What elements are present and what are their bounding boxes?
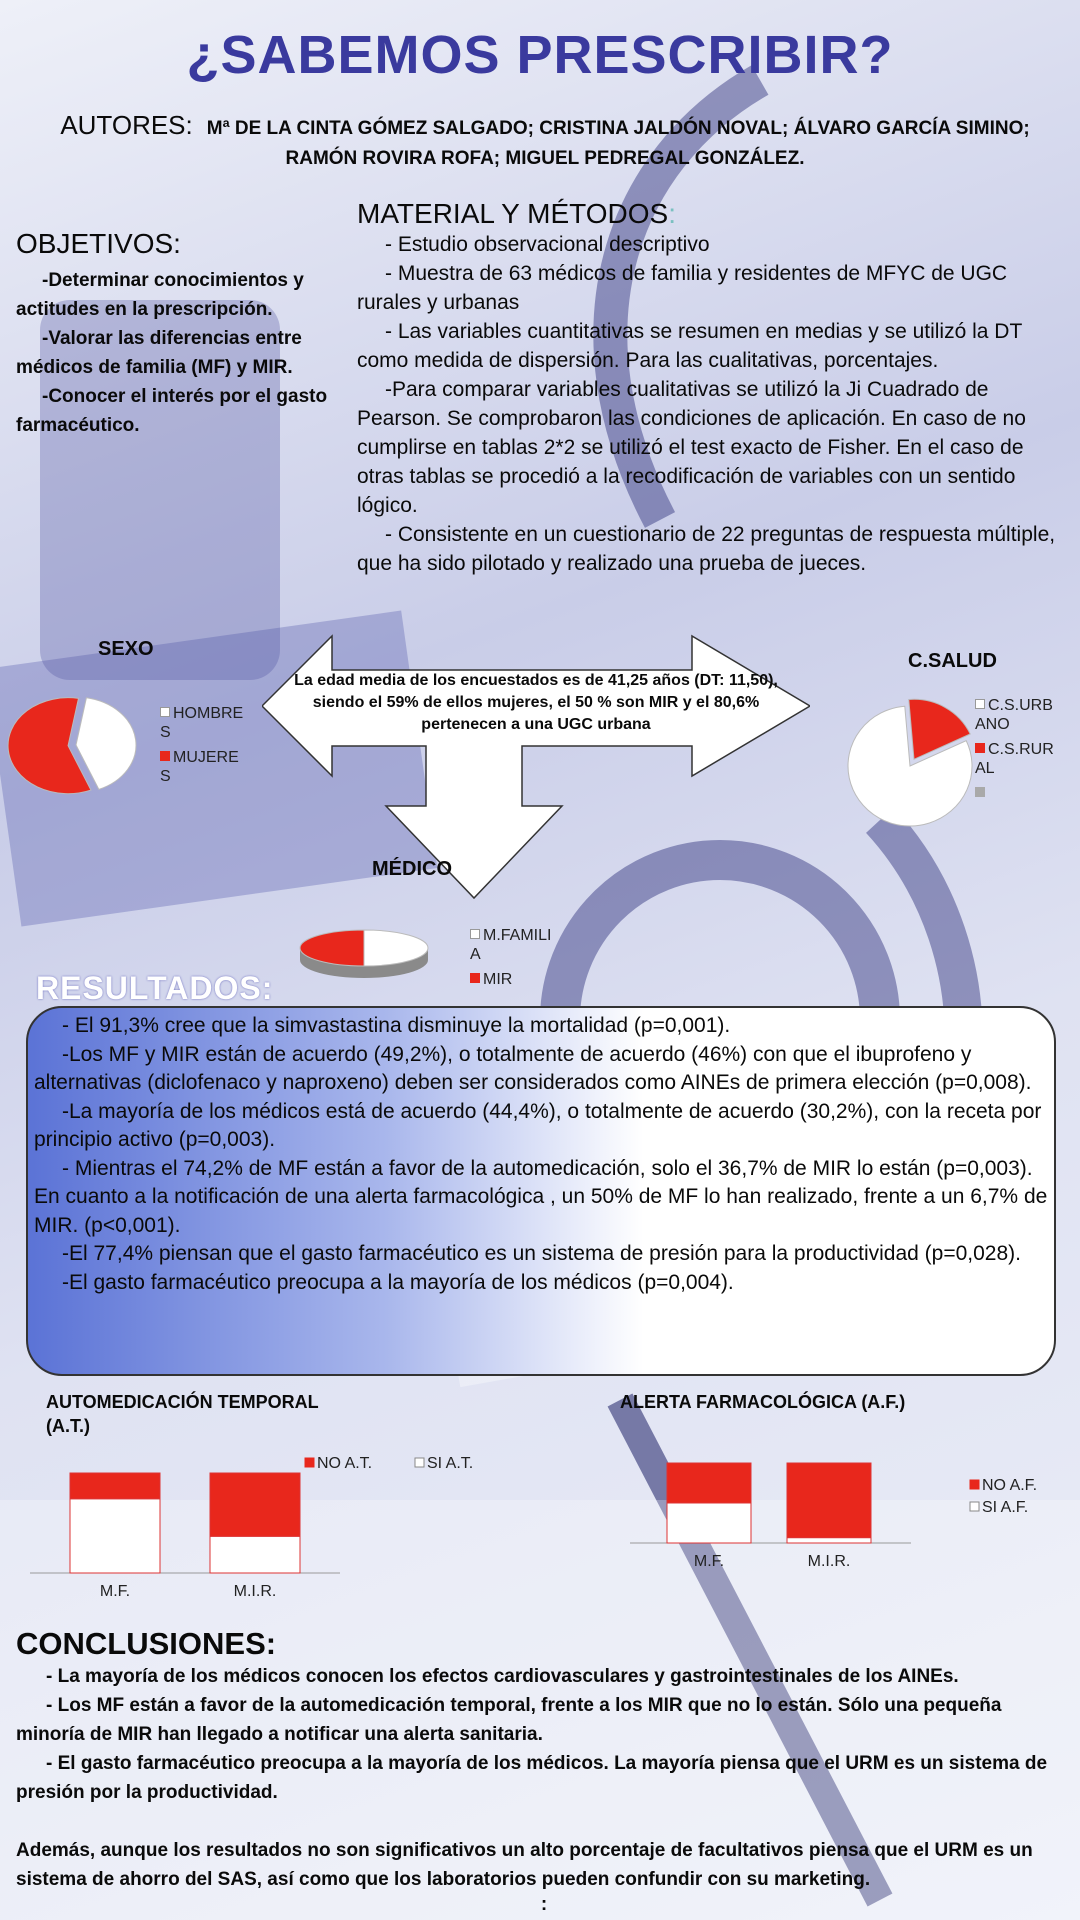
- legend-label: C.S.URB: [988, 697, 1053, 714]
- legend-swatch: [470, 973, 480, 983]
- results-paragraph: -Los MF y MIR están de acuerdo (49,2%), o totalmente de acuerdo (46%) con que el ibuprofeno y alternativas (diclofenaco y naproxeno) deben ser considerados como AINEs de primera elección (p=0,008).: [34, 1042, 1032, 1094]
- category-label: M.I.R.: [807, 1553, 851, 1570]
- conclusion-paragraph: - La mayoría de los médicos conocen los efectos cardiovasculares y gastrointestinales de los AINEs.: [46, 1666, 959, 1687]
- legend-label: SI A.F.: [982, 1499, 1029, 1516]
- results-paragraph: - El 91,3% cree que la simvastastina disminuye la mortalidad (p=0,001).: [62, 1014, 731, 1037]
- methods-paragraph: - Las variables cuantitativas se resumen en medias y se utilizó la DT como medida de dispersión. Para las cualitativas, porcentajes.: [357, 320, 1022, 372]
- methods-paragraph: -Para comparar variables cualitativas se utilizó la Ji Cuadrado de Pearson. Se comprobaron las condiciones de aplicación. En caso de no cumplirse en tablas 2*2 se utilizó el test exacto de Fisher. En el caso de otras tablas se procedió a la recodificación de variables con un sentido lógico.: [357, 378, 1026, 517]
- legend-item: [975, 784, 1054, 803]
- legend-item: [470, 970, 551, 989]
- results-paragraph: -La mayoría de los médicos está de acuerdo (44,4%), o totalmente de acuerdo (30,2%), con la receta por principio activo (p=0,003).: [34, 1099, 1042, 1151]
- pie-csalud-title: C.SALUD: [908, 650, 997, 672]
- legend-label: C.S.RUR: [988, 741, 1054, 758]
- pie-slice-hombres: [76, 698, 136, 790]
- methods-paragraph: - Consistente en un cuestionario de 22 preguntas de respuesta múltiple, que ha sido pilotado y realizado una prueba de jueces.: [357, 523, 1056, 575]
- authors-line-2: RAMÓN ROVIRA ROFA; MIGUEL PEDREGAL GONZÁLEZ.: [285, 148, 805, 169]
- legend-swatch: [975, 787, 985, 797]
- conclusion-final: Además, aunque los resultados no son significativos un alto porcentaje de facultativos piensa que el URM es un sistema de ahorro del SAS, así como que los laboratorios pueden confundir con su marketing.: [16, 1840, 1033, 1890]
- results-paragraph: -El gasto farmacéutico preocupa a la mayoría de los médicos (p=0,004).: [62, 1270, 734, 1294]
- pie-medico: [294, 924, 434, 984]
- bar-segment-si-a-f-: [667, 1503, 751, 1543]
- legend-item: [975, 740, 1054, 778]
- conclusion-trailing: :: [540, 1894, 548, 1915]
- authors-line-1: Mª DE LA CINTA GÓMEZ SALGADO; CRISTINA JALDÓN NOVAL; ÁLVARO GARCÍA SIMINO;: [206, 118, 1030, 139]
- legend-item: [975, 696, 1054, 734]
- results-heading: RESULTADOS:: [36, 970, 274, 1006]
- methods-heading-colon: :: [668, 198, 676, 229]
- methods-paragraph: - Estudio observacional descriptivo: [385, 233, 710, 256]
- bar-segment-no-a-t-: [70, 1473, 160, 1499]
- conclusion-paragraph: - El gasto farmacéutico preocupa a la mayoría de los médicos. La mayoría piensa que el URM es un sistema de presión por la productividad.: [16, 1753, 1048, 1803]
- category-label: M.F.: [693, 1553, 725, 1570]
- legend-swatch: [160, 751, 170, 761]
- legend-swatch: [415, 1458, 424, 1467]
- legend-swatch: [970, 1480, 979, 1489]
- objectives-heading: OBJETIVOS:: [16, 228, 181, 259]
- legend-item: [470, 926, 551, 964]
- legend-swatch: [470, 929, 480, 939]
- results-paragraph: -El 77,4% piensan que el gasto farmacéutico es un sistema de presión para la productividad (p=0,028).: [62, 1242, 1021, 1265]
- legend-label: ANO: [975, 716, 1010, 733]
- pie-sexo: [6, 690, 146, 800]
- authors-block: [20, 110, 1070, 174]
- methods-paragraph: - Muestra de 63 médicos de familia y residentes de MFYC de UGC rurales y urbanas: [357, 262, 1008, 314]
- pie-medico-title: MÉDICO: [372, 858, 452, 880]
- bar-at-title-line: (A.T.): [46, 1416, 90, 1436]
- objective-item: -Conocer el interés por el gasto farmacéutico.: [16, 386, 328, 436]
- legend-label: MUJERE: [173, 749, 239, 766]
- legend-label: MIR: [483, 971, 513, 988]
- authors-label: AUTORES:: [60, 110, 193, 140]
- legend-label: HOMBRE: [173, 705, 244, 722]
- legend-label: A: [470, 946, 481, 963]
- bar-segment-si-a-f-: [787, 1538, 871, 1543]
- conclusions-section: [16, 1626, 1072, 1916]
- pie-medico-legend: [470, 926, 551, 995]
- legend-label: S: [160, 768, 171, 785]
- objective-item: -Determinar conocimientos y actitudes en la prescripción.: [16, 270, 304, 320]
- legend-label: S: [160, 724, 171, 741]
- methods-section: [357, 198, 1072, 578]
- results-box: [26, 1006, 1056, 1376]
- bar-at-title: [46, 1390, 319, 1438]
- bar-segment-no-a-t-: [210, 1473, 300, 1536]
- legend-item: [160, 748, 243, 786]
- bar-at-title-line: AUTOMEDICACIÓN TEMPORAL: [46, 1392, 319, 1412]
- conclusions-heading: CONCLUSIONES:: [16, 1626, 277, 1661]
- bar-af-title: ALERTA FARMACOLÓGICA (A.F.): [620, 1392, 906, 1412]
- legend-label: NO A.T.: [317, 1455, 373, 1472]
- objectives-section: [16, 228, 328, 440]
- legend-swatch: [160, 707, 170, 717]
- legend-label: NO A.F.: [982, 1477, 1038, 1494]
- bar-segment-si-a-t-: [70, 1499, 160, 1573]
- legend-label: M.FAMILI: [483, 927, 552, 944]
- bar-segment-si-a-t-: [210, 1536, 300, 1573]
- legend-label: SI A.T.: [427, 1455, 474, 1472]
- methods-heading-wrap: [357, 198, 1072, 230]
- bar-af-chart: [620, 1448, 1060, 1578]
- results-paragraph: - Mientras el 74,2% de MF están a favor de la automedicación, solo el 36,7% de MIR lo están (p=0,003). En cuanto a la notificación de una alerta farmacológica , un 50% de MF lo han realizado, frente a un 6,7% de MIR. (p<0,001).: [34, 1156, 1048, 1237]
- legend-swatch: [970, 1502, 979, 1511]
- arrow-summary-text: La edad media de los encuestados es de 41,25 años (DT: 11,50), siendo el 59% de ellos mujeres, el 50 % son MIR y el 80,6% pertenecen a una UGC urbana: [294, 672, 778, 733]
- legend-swatch: [975, 699, 985, 709]
- category-label: M.I.R.: [233, 1583, 277, 1598]
- conclusion-paragraph: - Los MF están a favor de la automedicación temporal, frente a los MIR que no lo están. Sólo una pequeña minoría de MIR han llegado a notificar una alerta sanitaria.: [16, 1695, 1002, 1745]
- legend-label: AL: [975, 760, 995, 777]
- bar-segment-no-a-f-: [667, 1463, 751, 1503]
- bar-segment-no-a-f-: [787, 1463, 871, 1538]
- legend-swatch: [975, 743, 985, 753]
- poster-title: ¿SABEMOS PRESCRIBIR?: [186, 25, 894, 85]
- methods-heading: MATERIAL Y MÉTODOS: [357, 198, 669, 229]
- pie-sexo-legend: [160, 704, 243, 792]
- category-label: M.F.: [99, 1583, 131, 1598]
- pie-csalud: [840, 696, 980, 836]
- pie-sexo-title: SEXO: [98, 638, 154, 660]
- objective-item: -Valorar las diferencias entre médicos de familia (MF) y MIR.: [16, 328, 302, 378]
- bar-at-chart: [20, 1448, 520, 1598]
- legend-item: [160, 704, 243, 742]
- pie-csalud-legend: [975, 696, 1054, 809]
- legend-swatch: [305, 1458, 314, 1467]
